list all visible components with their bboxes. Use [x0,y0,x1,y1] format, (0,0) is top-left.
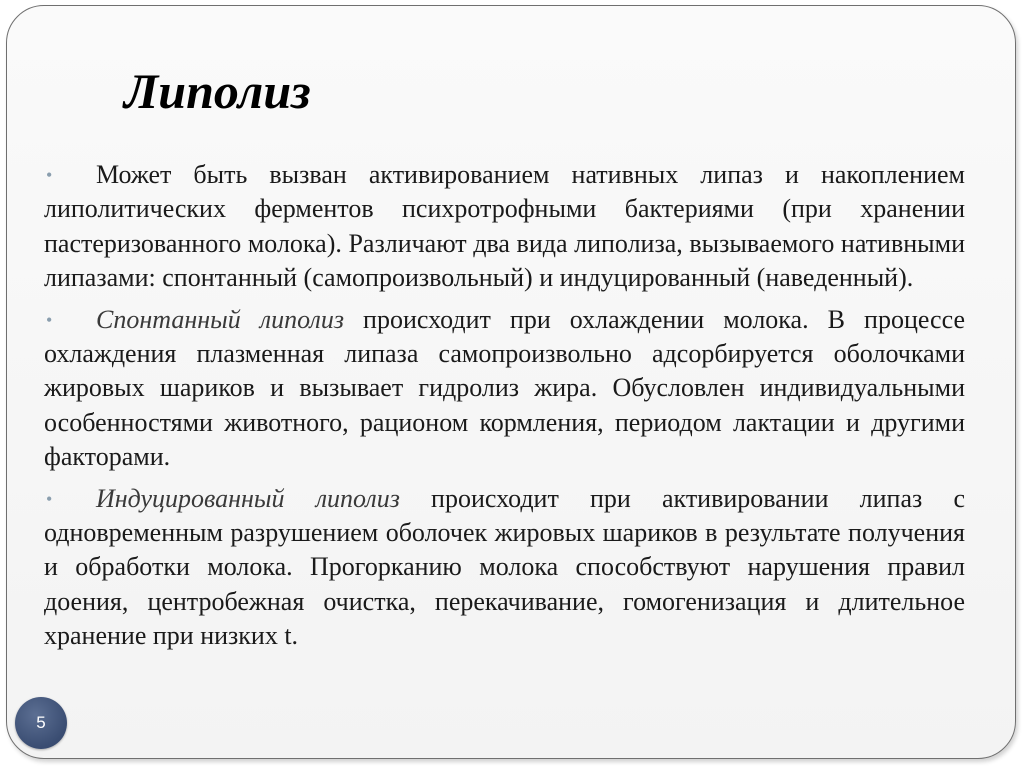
paragraph-lead: Спонтанный липолиз [96,304,344,334]
paragraph-text: происходит при охлаждении молока. В процессе охлаждения плазменная липаза самопроизвольно адсорбируется оболочками жировых шариков и вызывает гидролиз жира. Обусловлен индивидуальными особенностями животного, рационом кормления, периодом лактации и другими факторами. [44,304,965,472]
paragraph-lead: Индуцированный липолиз [96,483,400,513]
bullet-paragraph-2 [44,303,965,475]
slide-title: Липолиз [124,63,311,119]
bullet-icon: • [46,165,53,185]
bullet-icon: • [46,488,53,509]
paragraph-text: происходит при активировании липаз с одновременным разрушением оболочек жировых шариков в результате получения и обработки молока. Прогорканию молока способствуют нарушения правил доения, центробежная очистка, перекачивание, гомогенизация и длительное хранение при низких t. [44,483,965,651]
bullet-paragraph-3 [44,482,965,654]
page-number-badge: 5 [15,697,67,749]
bullet-icon: • [46,309,53,330]
slide-body [44,158,965,661]
paragraph-text: Может быть вызван активированием нативных липаз и накоплением липолитических ферментов психротрофными бактериями (при хранении пастеризованного молока). Различают два вида липолиза, вызываемого нативными липазами: спонтанный (самопроизвольный) и индуцированный (наведенный). [44,160,965,293]
bullet-paragraph-1 [44,158,965,296]
